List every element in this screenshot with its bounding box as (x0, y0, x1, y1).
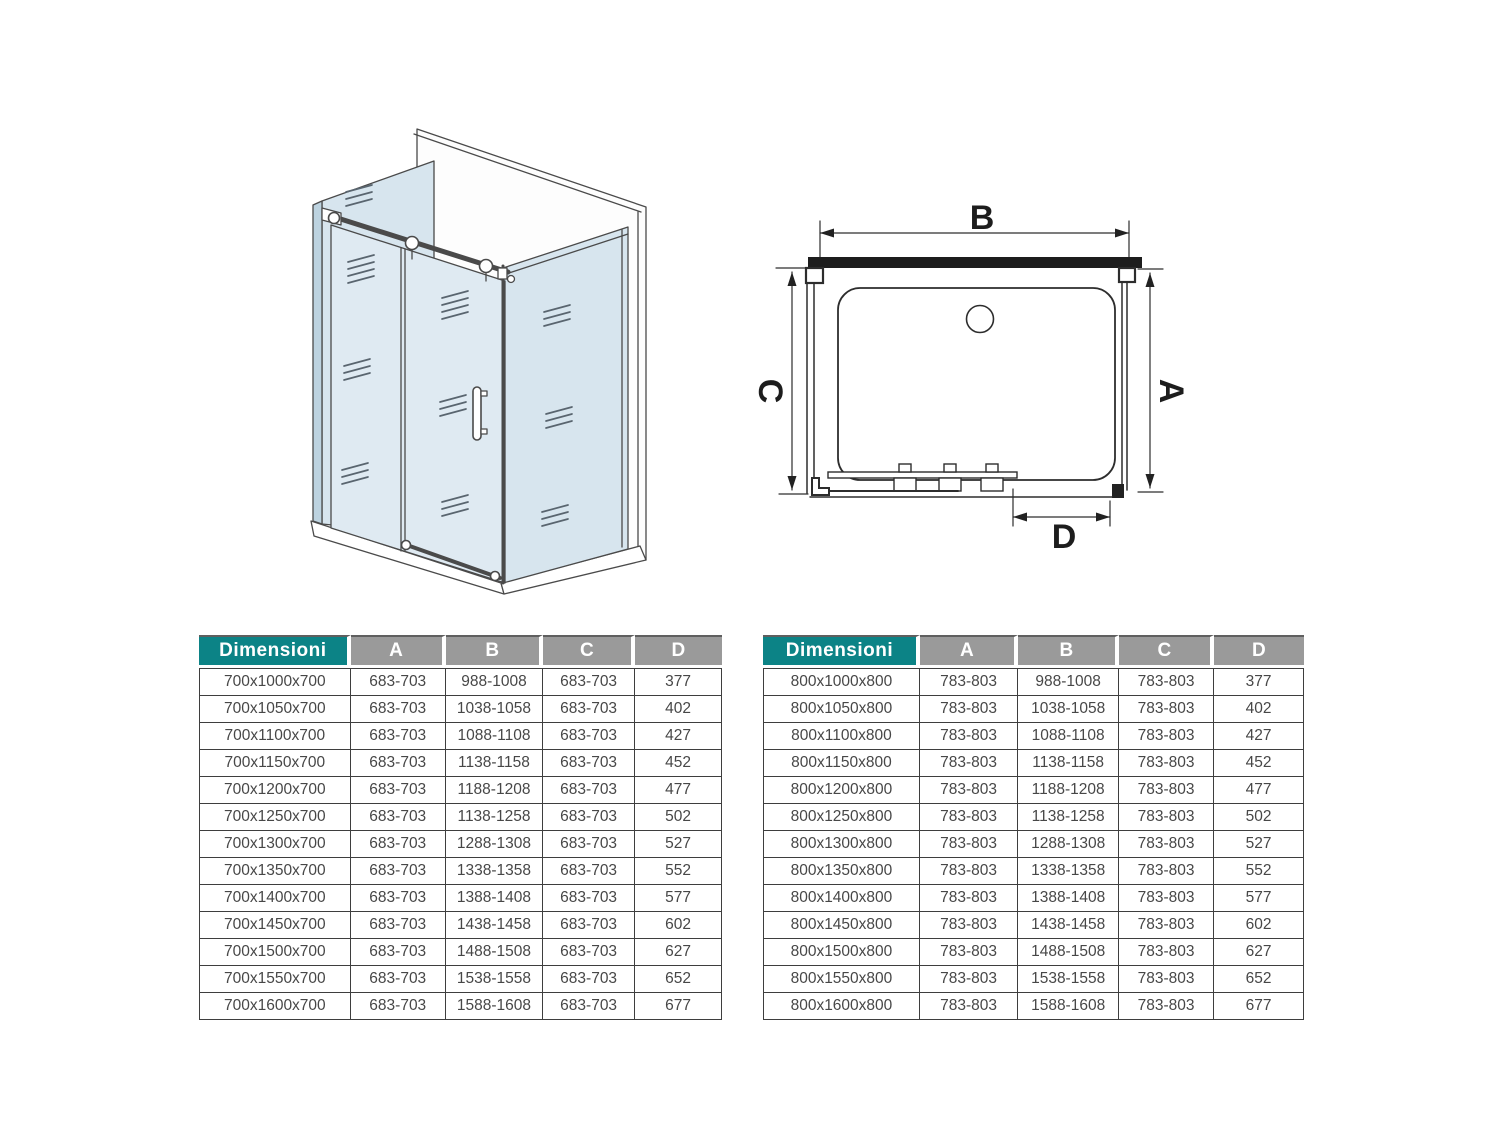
cell-value: 783-803 (920, 723, 1018, 750)
cell-value: 783-803 (920, 696, 1018, 723)
cell-value: 1038-1058 (446, 696, 543, 723)
cell-value: 1438-1458 (446, 912, 543, 939)
cell-value: 577 (1214, 885, 1304, 912)
cell-value: 602 (1214, 912, 1304, 939)
wall-bar (808, 257, 1142, 268)
cell-value: 683-703 (351, 966, 446, 993)
cell-value: 602 (635, 912, 722, 939)
cell-value: 683-703 (351, 777, 446, 804)
shower-tray (838, 288, 1115, 480)
cell-value: 577 (635, 885, 722, 912)
roller-wheel (480, 260, 493, 273)
plan-view (751, 199, 1190, 556)
cell-value: 452 (635, 750, 722, 777)
cell-dimension: 800x1550x800 (763, 966, 920, 993)
cell-value: 683-703 (351, 939, 446, 966)
cell-value: 683-703 (351, 723, 446, 750)
cell-value: 783-803 (1119, 777, 1214, 804)
cell-value: 683-703 (351, 668, 446, 696)
cell-value: 783-803 (1119, 831, 1214, 858)
bottom-guide-wheel (402, 541, 411, 550)
cell-value: 1538-1558 (446, 966, 543, 993)
table-row (199, 912, 722, 939)
cell-value: 683-703 (351, 858, 446, 885)
roller-wheel (329, 213, 340, 224)
cell-dimension: 800x1100x800 (763, 723, 920, 750)
cell-dimension: 700x1350x700 (199, 858, 351, 885)
cell-value: 683-703 (543, 723, 635, 750)
table-row (763, 668, 1304, 696)
cell-dimension: 700x1250x700 (199, 804, 351, 831)
cell-dimension: 800x1450x800 (763, 912, 920, 939)
table-row (199, 750, 722, 777)
cell-value: 683-703 (351, 831, 446, 858)
cell-value: 783-803 (1119, 966, 1214, 993)
column-header-d: D (1214, 635, 1304, 668)
cell-value: 783-803 (1119, 858, 1214, 885)
cell-value: 402 (1214, 696, 1304, 723)
cell-dimension: 700x1450x700 (199, 912, 351, 939)
label-c: C (751, 378, 789, 404)
cell-value: 1138-1258 (1018, 804, 1119, 831)
cell-dimension: 700x1550x700 (199, 966, 351, 993)
cell-value: 1538-1558 (1018, 966, 1119, 993)
cell-value: 1488-1508 (446, 939, 543, 966)
cell-value: 402 (635, 696, 722, 723)
cell-value: 783-803 (1119, 804, 1214, 831)
cell-value: 1288-1308 (446, 831, 543, 858)
cell-value: 1288-1308 (1018, 831, 1119, 858)
cell-value: 552 (635, 858, 722, 885)
table-row (763, 777, 1304, 804)
cell-value: 477 (1214, 777, 1304, 804)
bottom-guide-wheel (491, 572, 500, 581)
dimensions-table-700 (199, 635, 722, 1020)
cell-value: 783-803 (920, 993, 1018, 1020)
table-row (199, 696, 722, 723)
cell-value: 552 (1214, 858, 1304, 885)
cell-value: 502 (635, 804, 722, 831)
table-row (199, 939, 722, 966)
cell-value: 783-803 (1119, 912, 1214, 939)
table-row (199, 966, 722, 993)
table-row (763, 858, 1304, 885)
cell-value: 683-703 (543, 966, 635, 993)
cell-value: 452 (1214, 750, 1304, 777)
table-row (763, 831, 1304, 858)
table-row (199, 831, 722, 858)
table-row (763, 723, 1304, 750)
cell-value: 677 (1214, 993, 1304, 1020)
cell-value: 427 (635, 723, 722, 750)
cell-dimension: 800x1200x800 (763, 777, 920, 804)
cell-value: 1388-1408 (1018, 885, 1119, 912)
cell-dimension: 800x1350x800 (763, 858, 920, 885)
left-glass-edge (313, 201, 322, 524)
cell-value: 527 (635, 831, 722, 858)
column-header-a: A (920, 635, 1018, 668)
roller-wheel (406, 237, 419, 250)
cell-value: 683-703 (543, 858, 635, 885)
cell-dimension: 800x1600x800 (763, 993, 920, 1020)
cell-value: 1388-1408 (446, 885, 543, 912)
cell-dimension: 700x1200x700 (199, 777, 351, 804)
cell-dimension: 700x1500x700 (199, 939, 351, 966)
cell-dimension: 700x1100x700 (199, 723, 351, 750)
cell-dimension: 700x1600x700 (199, 993, 351, 1020)
column-header-c: C (1119, 635, 1214, 668)
cell-dimension: 800x1050x800 (763, 696, 920, 723)
cell-value: 783-803 (1119, 723, 1214, 750)
column-header-dimensioni: Dimensioni (199, 635, 351, 668)
cell-value: 683-703 (543, 668, 635, 696)
cell-value: 783-803 (1119, 993, 1214, 1020)
cell-value: 783-803 (1119, 885, 1214, 912)
cell-value: 1588-1608 (446, 993, 543, 1020)
cell-value: 377 (635, 668, 722, 696)
table-row (763, 804, 1304, 831)
cell-value: 1338-1358 (1018, 858, 1119, 885)
cell-value: 683-703 (543, 804, 635, 831)
cell-value: 783-803 (1119, 668, 1214, 696)
column-header-b: B (446, 635, 543, 668)
cell-value: 683-703 (351, 750, 446, 777)
cell-dimension: 800x1500x800 (763, 939, 920, 966)
cell-value: 477 (635, 777, 722, 804)
wall-bracket-right (1119, 268, 1135, 282)
cell-value: 683-703 (543, 750, 635, 777)
cell-value: 988-1008 (446, 668, 543, 696)
label-d: D (1051, 518, 1077, 556)
cell-dimension: 800x1300x800 (763, 831, 920, 858)
cell-value: 627 (635, 939, 722, 966)
cell-value: 783-803 (920, 804, 1018, 831)
cell-value: 502 (1214, 804, 1304, 831)
cell-value: 683-703 (543, 912, 635, 939)
table-row (763, 885, 1304, 912)
cell-value: 683-703 (351, 696, 446, 723)
table-row (199, 804, 722, 831)
cell-value: 783-803 (920, 966, 1018, 993)
cell-value: 988-1008 (1018, 668, 1119, 696)
cell-value: 677 (635, 993, 722, 1020)
table-row (199, 993, 722, 1020)
cell-value: 1088-1108 (446, 723, 543, 750)
column-header-dimensioni: Dimensioni (763, 635, 920, 668)
dimensions-table-800 (763, 635, 1304, 1020)
cell-value: 527 (1214, 831, 1304, 858)
cell-dimension: 800x1250x800 (763, 804, 920, 831)
cell-value: 783-803 (920, 858, 1018, 885)
table-row (199, 858, 722, 885)
cell-value: 783-803 (1119, 696, 1214, 723)
table-row (763, 696, 1304, 723)
cell-value: 1188-1208 (1018, 777, 1119, 804)
cell-value: 652 (1214, 966, 1304, 993)
corner-bracket-bl (812, 478, 829, 495)
label-b: B (969, 199, 995, 237)
cell-value: 377 (1214, 668, 1304, 696)
table-row (199, 885, 722, 912)
table-row (199, 723, 722, 750)
cell-value: 783-803 (920, 939, 1018, 966)
cell-value: 683-703 (543, 993, 635, 1020)
table-row (763, 966, 1304, 993)
isometric-view (311, 129, 646, 594)
cell-value: 1138-1158 (1018, 750, 1119, 777)
column-header-c: C (543, 635, 635, 668)
cell-value: 1138-1158 (446, 750, 543, 777)
table-row (199, 777, 722, 804)
cell-value: 1488-1508 (1018, 939, 1119, 966)
cell-value: 683-703 (543, 939, 635, 966)
cell-dimension: 700x1400x700 (199, 885, 351, 912)
cell-dimension: 800x1000x800 (763, 668, 920, 696)
cell-value: 683-703 (351, 885, 446, 912)
right-glass-panel (503, 227, 628, 583)
cell-value: 1088-1108 (1018, 723, 1119, 750)
cell-value: 783-803 (920, 777, 1018, 804)
table-row (763, 993, 1304, 1020)
cell-value: 427 (1214, 723, 1304, 750)
cell-value: 1588-1608 (1018, 993, 1119, 1020)
cell-value: 1138-1258 (446, 804, 543, 831)
column-header-a: A (351, 635, 446, 668)
cell-value: 783-803 (920, 912, 1018, 939)
cell-value: 783-803 (920, 885, 1018, 912)
cell-dimension: 800x1400x800 (763, 885, 920, 912)
cell-value: 683-703 (351, 993, 446, 1020)
door-handle (473, 387, 481, 440)
cell-dimension: 700x1050x700 (199, 696, 351, 723)
column-header-d: D (635, 635, 722, 668)
corner-block-br (1112, 484, 1124, 498)
cell-value: 783-803 (920, 831, 1018, 858)
cell-value: 1188-1208 (446, 777, 543, 804)
cell-dimension: 700x1300x700 (199, 831, 351, 858)
cell-dimension: 700x1000x700 (199, 668, 351, 696)
cell-value: 683-703 (543, 777, 635, 804)
table-row (763, 939, 1304, 966)
door-rail (828, 472, 1017, 478)
cell-value: 683-703 (543, 831, 635, 858)
table-row (763, 912, 1304, 939)
cell-value: 652 (635, 966, 722, 993)
column-header-b: B (1018, 635, 1119, 668)
table-row (199, 668, 722, 696)
cell-value: 683-703 (543, 885, 635, 912)
cell-value: 1438-1458 (1018, 912, 1119, 939)
table-row (763, 750, 1304, 777)
cell-value: 683-703 (351, 804, 446, 831)
cell-value: 1338-1358 (446, 858, 543, 885)
cell-value: 627 (1214, 939, 1304, 966)
wall-bracket-left (806, 268, 823, 283)
cell-value: 783-803 (920, 750, 1018, 777)
cell-value: 783-803 (920, 668, 1018, 696)
cell-dimension: 700x1150x700 (199, 750, 351, 777)
cell-value: 683-703 (543, 696, 635, 723)
cell-dimension: 800x1150x800 (763, 750, 920, 777)
cell-value: 783-803 (1119, 939, 1214, 966)
cell-value: 683-703 (351, 912, 446, 939)
cell-value: 783-803 (1119, 750, 1214, 777)
cell-value: 1038-1058 (1018, 696, 1119, 723)
label-a: A (1152, 378, 1190, 404)
